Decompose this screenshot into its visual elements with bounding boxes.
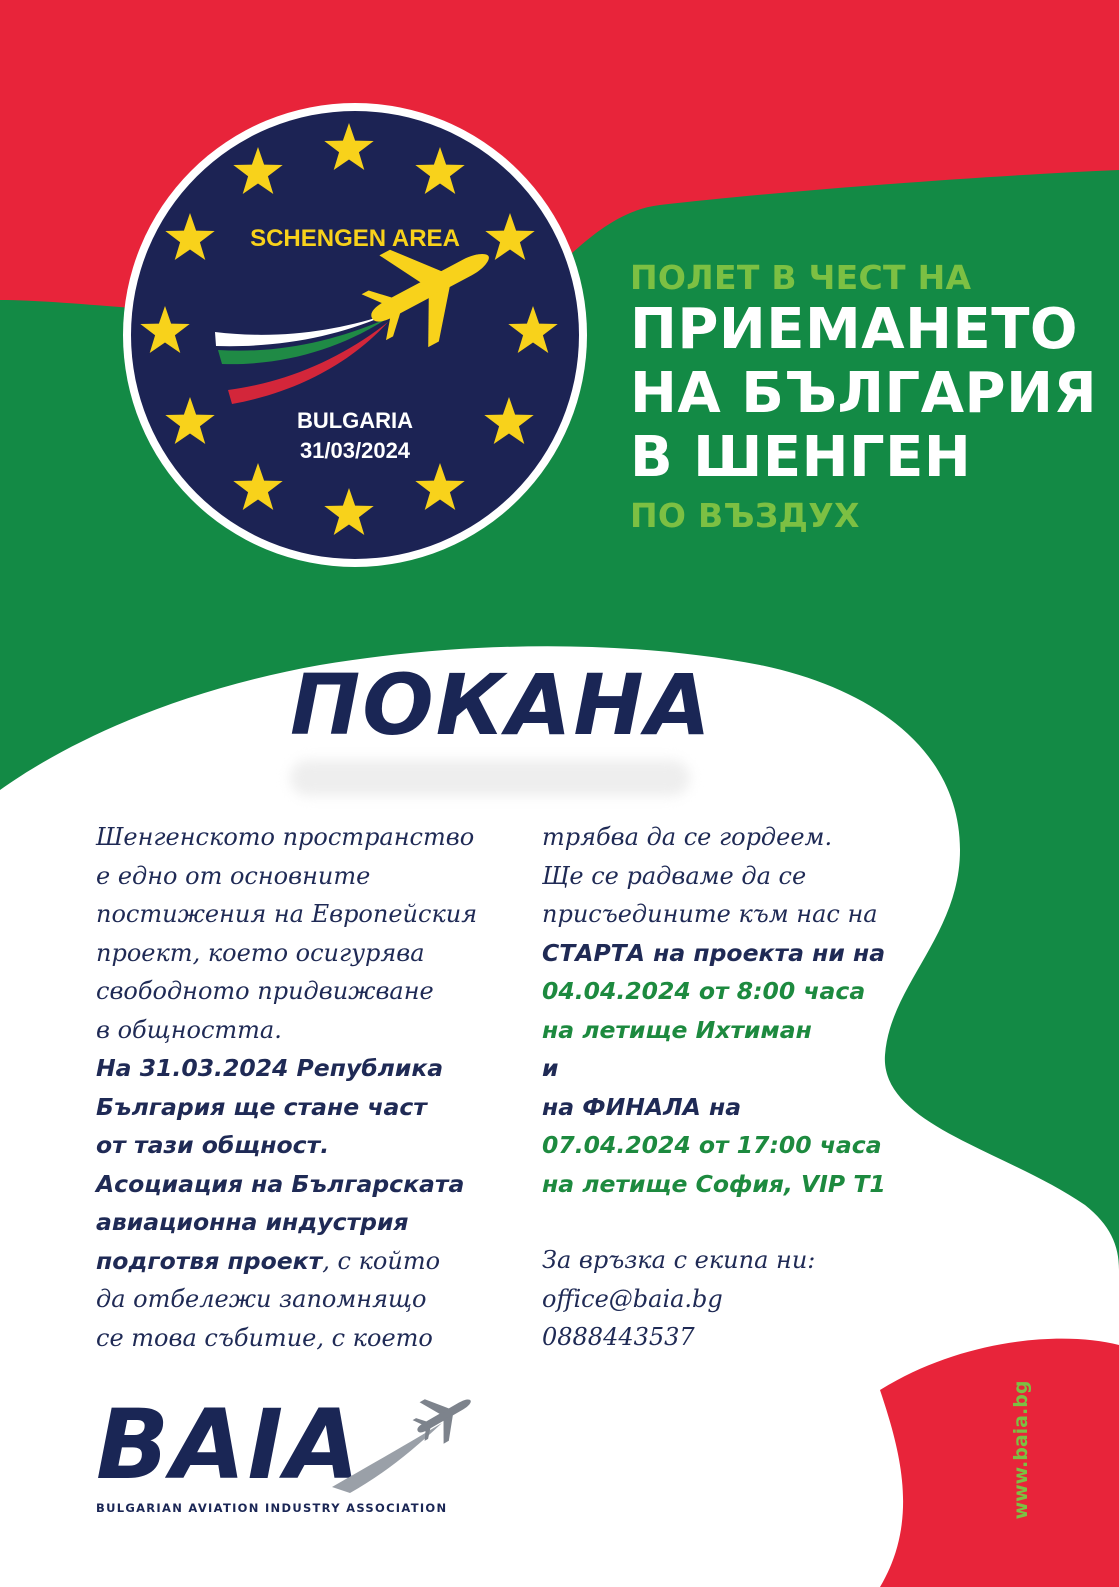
contact-email[interactable]: office@baia.bg bbox=[542, 1284, 723, 1313]
emblem-date: 31/03/2024 bbox=[299, 438, 411, 463]
body-line-mixed bbox=[96, 1242, 526, 1281]
headline-line-4: В ШЕНГЕН bbox=[630, 425, 972, 490]
body-line-bold: Асоциация на Българската bbox=[96, 1169, 465, 1198]
body-line: свободното придвижване bbox=[96, 977, 434, 1005]
emblem-top-text: SCHENGEN AREA bbox=[250, 225, 460, 252]
body-line-bold: На 31.03.2024 Република bbox=[96, 1054, 444, 1082]
invitation-title: ПОКАНА bbox=[290, 656, 713, 754]
website-link[interactable] bbox=[1006, 1380, 1036, 1520]
body-line: в общността. bbox=[96, 1015, 282, 1044]
body-line: Шенгенското пространство bbox=[96, 823, 475, 851]
body-line: постижения на Европейския bbox=[96, 900, 478, 928]
body-bold-fragment: подготвя проект bbox=[96, 1246, 323, 1275]
emblem-country: BULGARIA bbox=[296, 408, 414, 433]
website-link-text[interactable]: www.baia.bg bbox=[1010, 1380, 1032, 1520]
start-location-line: на летище Ихтиман bbox=[542, 1015, 812, 1044]
body-line-bold: на ФИНАЛА на bbox=[542, 1092, 742, 1121]
body-line: проект, което осигурява bbox=[96, 938, 425, 967]
baia-logo bbox=[92, 1389, 492, 1525]
redacted-name bbox=[290, 760, 690, 796]
baia-logo-wordmark: BAIA bbox=[96, 1389, 362, 1501]
body-left-column bbox=[96, 818, 526, 1357]
body-right-column bbox=[542, 818, 962, 1357]
body-line: се това събитие, с което bbox=[96, 1323, 433, 1352]
finish-location-line: на летище София, VIP T1 bbox=[542, 1169, 886, 1198]
body-line-bold: авиационна индустрия bbox=[96, 1208, 409, 1236]
body-line-bold: България ще стане част bbox=[96, 1092, 427, 1121]
body-fragment: , с който bbox=[322, 1246, 441, 1275]
body-line-bold: и bbox=[542, 1054, 559, 1082]
body-line: трябва да се гордеем. bbox=[542, 823, 833, 851]
headline-line-5: ПО ВЪЗДУХ bbox=[630, 496, 860, 535]
schengen-emblem bbox=[120, 100, 590, 570]
contact-label: За връзка с екипа ни: bbox=[542, 1246, 816, 1274]
body-line: е едно от основните bbox=[96, 861, 371, 890]
body-line: присъедините към нас на bbox=[542, 900, 878, 928]
spacer bbox=[542, 1203, 962, 1241]
body-line: Ще се радваме да се bbox=[542, 861, 807, 890]
finish-date-line: 07.04.2024 от 17:00 часа bbox=[542, 1131, 882, 1159]
body-line: да отбележи запомнящо bbox=[96, 1285, 427, 1313]
headline-line-2: ПРИЕМАНЕТО bbox=[630, 297, 1079, 362]
baia-logo-subtitle: BULGARIAN AVIATION INDUSTRY ASSOCIATION bbox=[96, 1501, 448, 1515]
body-line-bold: СТАРТА на проекта ни на bbox=[542, 938, 886, 967]
contact-phone[interactable]: 0888443537 bbox=[542, 1323, 695, 1351]
body-line-bold: от тази общност. bbox=[96, 1131, 330, 1159]
headline-line-3: НА БЪЛГАРИЯ bbox=[630, 361, 1098, 426]
start-date-line: 04.04.2024 от 8:00 часа bbox=[542, 977, 866, 1005]
headline-line-1: ПОЛЕТ В ЧЕСТ НА bbox=[630, 258, 972, 297]
headline bbox=[630, 258, 1100, 536]
